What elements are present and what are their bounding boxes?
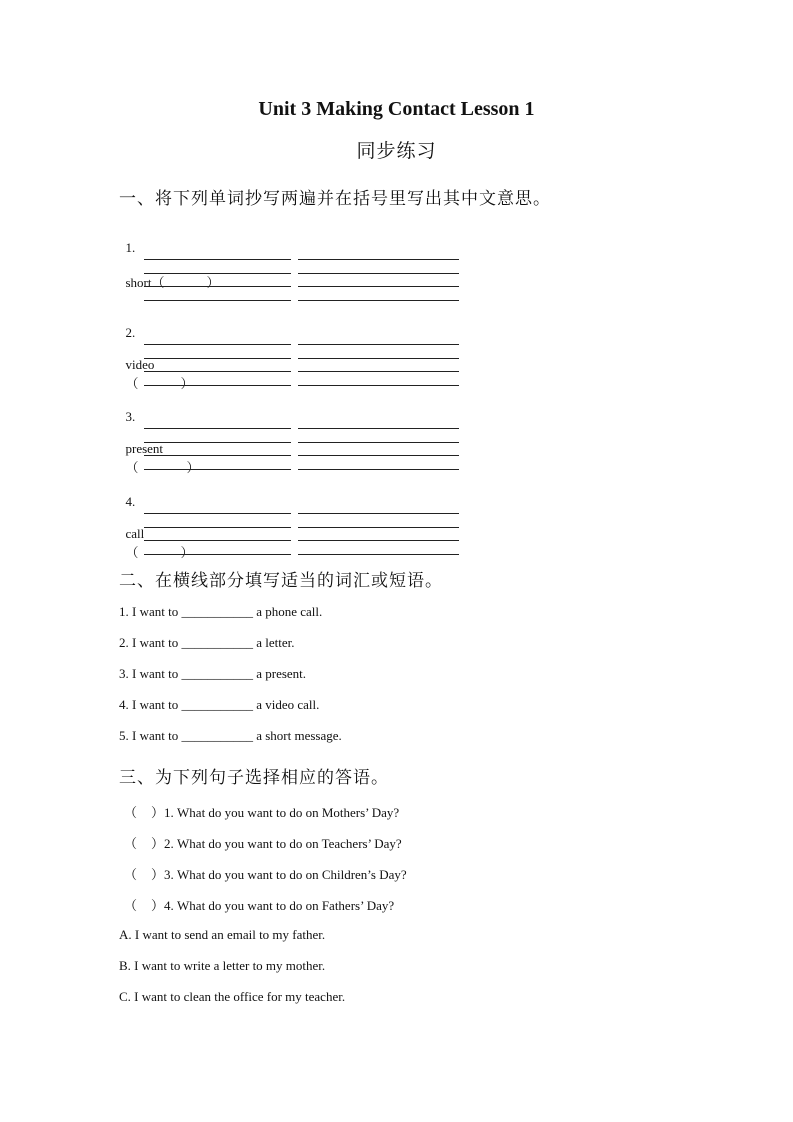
paren-open: （ <box>125 376 139 391</box>
fill-suffix: a short message. <box>256 728 342 743</box>
word: present <box>125 441 164 456</box>
writing-line[interactable] <box>144 455 291 456</box>
writing-line[interactable] <box>298 428 459 429</box>
fill-prefix: 4. I want to <box>119 697 179 712</box>
answer-paren-open[interactable]: （ <box>124 836 138 851</box>
writing-line[interactable] <box>144 385 291 386</box>
writing-line[interactable] <box>298 455 459 456</box>
fill-blank[interactable]: ___________ <box>181 635 253 650</box>
writing-line[interactable] <box>298 286 459 287</box>
fill-prefix: 3. I want to <box>119 666 179 681</box>
answer-paren-open[interactable]: （ <box>124 805 138 820</box>
writing-line[interactable] <box>298 527 459 528</box>
answer-paren-open[interactable]: （ <box>124 867 138 882</box>
word-item-1 <box>119 224 220 291</box>
word: short <box>125 275 152 290</box>
question-text: 2. What do you want to do on Teachers’ Day? <box>164 836 402 851</box>
writing-line[interactable] <box>144 442 291 443</box>
answer-option-a: A. I want to send an email to my father. <box>119 927 326 942</box>
answer-option-c: C. I want to clean the office for my teacher. <box>119 989 346 1004</box>
word: video <box>125 357 155 372</box>
fill-blank[interactable]: ___________ <box>181 697 253 712</box>
writing-line[interactable] <box>298 442 459 443</box>
word-item-4 <box>119 478 194 561</box>
item-number: 1. <box>125 240 136 255</box>
item-number: 4. <box>125 494 136 509</box>
writing-line[interactable] <box>144 273 291 274</box>
question-2 <box>124 833 402 852</box>
writing-line[interactable] <box>144 469 291 470</box>
writing-line[interactable] <box>298 344 459 345</box>
paren-close: ） <box>180 376 194 391</box>
fill-item-4 <box>119 697 319 713</box>
writing-line[interactable] <box>144 344 291 345</box>
question-text: 3. What do you want to do on Children’s Day? <box>164 867 407 882</box>
item-number: 2. <box>125 325 136 340</box>
question-3 <box>124 864 407 883</box>
fill-suffix: a video call. <box>256 697 320 712</box>
fill-suffix: a present. <box>256 666 307 681</box>
writing-line[interactable] <box>144 358 291 359</box>
fill-prefix: 2. I want to <box>119 635 179 650</box>
fill-blank[interactable]: ___________ <box>181 604 253 619</box>
fill-prefix: 1. I want to <box>119 604 179 619</box>
writing-line[interactable] <box>298 554 459 555</box>
fill-item-3 <box>119 666 306 682</box>
writing-line[interactable] <box>144 513 291 514</box>
paren-close: ） <box>180 545 194 560</box>
fill-item-1 <box>119 604 322 620</box>
writing-line[interactable] <box>298 513 459 514</box>
item-number: 3. <box>125 409 136 424</box>
writing-line[interactable] <box>144 259 291 260</box>
writing-line[interactable] <box>144 527 291 528</box>
writing-line[interactable] <box>144 428 291 429</box>
writing-line[interactable] <box>144 554 291 555</box>
fill-prefix: 5. I want to <box>119 728 179 743</box>
writing-line[interactable] <box>298 358 459 359</box>
fill-suffix: a letter. <box>256 635 295 650</box>
writing-line[interactable] <box>144 371 291 372</box>
section1-heading: 一、将下列单词抄写两遍并在括号里写出其中文意思。 <box>119 189 551 209</box>
question-text: 1. What do you want to do on Mothers’ Day? <box>164 805 400 820</box>
paren-open: （ <box>125 460 139 475</box>
section2-heading: 二、在横线部分填写适当的词汇或短语。 <box>119 571 443 591</box>
writing-line[interactable] <box>298 273 459 274</box>
word-item-2 <box>119 309 194 392</box>
fill-blank[interactable]: ___________ <box>181 728 253 743</box>
word: call <box>125 526 145 541</box>
writing-line[interactable] <box>144 540 291 541</box>
paren-open: （ <box>151 275 165 290</box>
paren-close: ） <box>206 275 220 290</box>
answer-paren-close: ） <box>151 867 165 882</box>
question-4 <box>124 895 394 914</box>
paren-close: ） <box>186 460 200 475</box>
word-item-3 <box>119 393 200 476</box>
writing-line[interactable] <box>298 300 459 301</box>
answer-paren-open[interactable]: （ <box>124 898 138 913</box>
writing-line[interactable] <box>144 300 291 301</box>
writing-line[interactable] <box>298 385 459 386</box>
question-text: 4. What do you want to do on Fathers’ Day? <box>164 898 395 913</box>
page-subtitle: 同步练习 <box>356 140 437 162</box>
writing-line[interactable] <box>298 259 459 260</box>
answer-paren-close: ） <box>151 836 165 851</box>
writing-line[interactable] <box>298 469 459 470</box>
section3-heading: 三、为下列句子选择相应的答语。 <box>119 768 389 788</box>
answer-paren-close: ） <box>151 805 165 820</box>
page-title: Unit 3 Making Contact Lesson 1 <box>258 98 535 120</box>
fill-suffix: a phone call. <box>256 604 323 619</box>
paren-open: （ <box>125 545 139 560</box>
question-1 <box>124 802 399 821</box>
answer-paren-close: ） <box>151 898 165 913</box>
writing-line[interactable] <box>298 371 459 372</box>
answer-option-b: B. I want to write a letter to my mother. <box>119 958 326 973</box>
fill-item-2 <box>119 635 294 651</box>
fill-blank[interactable]: ___________ <box>181 666 253 681</box>
fill-item-5 <box>119 728 342 744</box>
writing-line[interactable] <box>298 540 459 541</box>
writing-line[interactable] <box>144 286 291 287</box>
